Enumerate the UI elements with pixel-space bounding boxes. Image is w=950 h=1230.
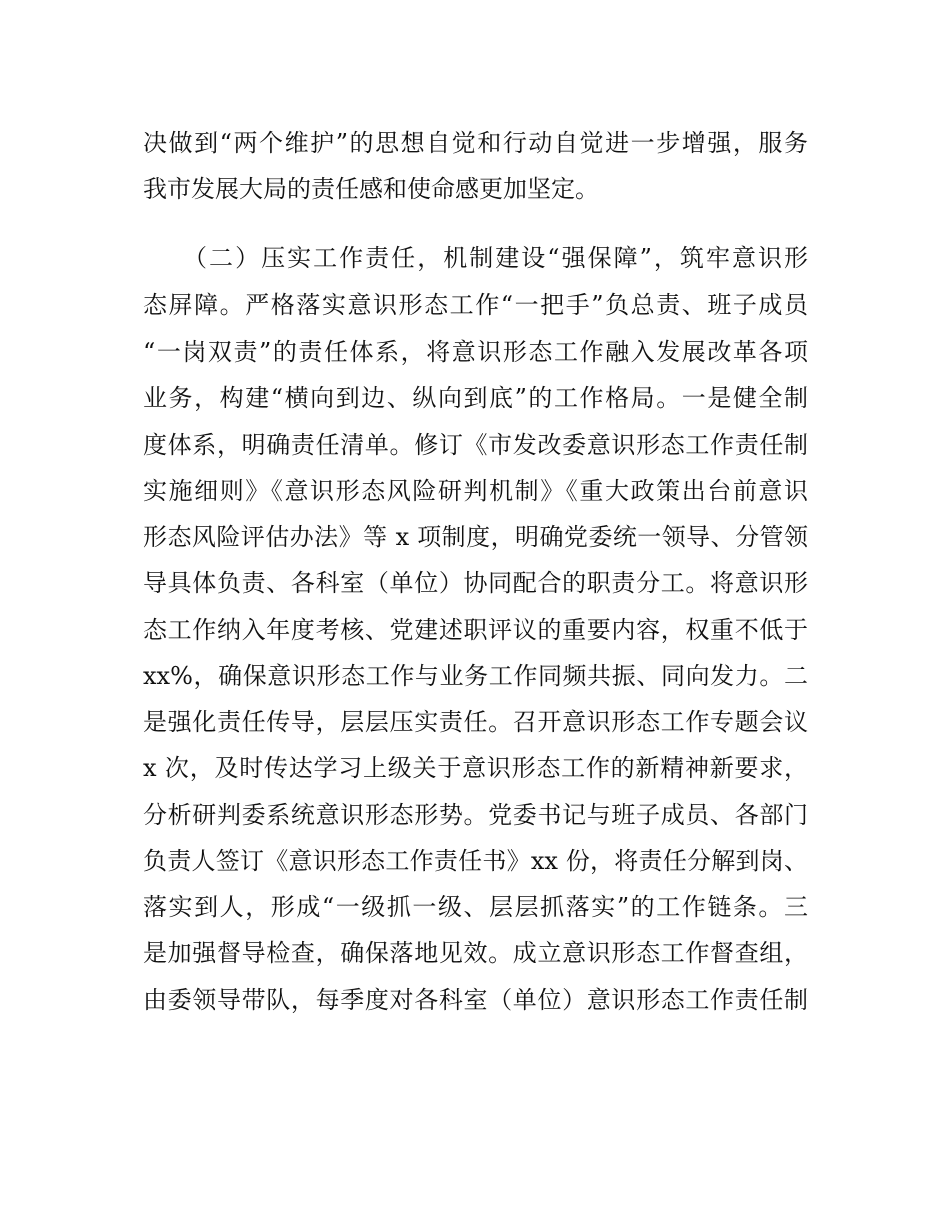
text-line: 导具体负责、各科室（单位）协同配合的职责分工。将意识形 <box>143 569 808 597</box>
text-line: 是强化责任传导，层层压实责任。召开意识形态工作专题会议 <box>143 708 808 736</box>
text-line: 由委领导带队，每季度对各科室（单位）意识形态工作责任制 <box>143 986 808 1014</box>
text-line: “一岗双责”的责任体系，将意识形态工作融入发展改革各项 <box>143 338 808 366</box>
text-line: 实施细则》《意识形态风险研判机制》《重大政策出台前意识 <box>143 477 808 505</box>
text-line: 负责人签订《意识形态工作责任书》xx 份，将责任分解到岗、 <box>143 847 808 875</box>
text-line: x 次，及时传达学习上级关于意识形态工作的新精神新要求， <box>143 754 808 782</box>
text-line: 形态风险评估办法》等 x 项制度，明确党委统一领导、分管领 <box>143 523 808 551</box>
text-line: xx%，确保意识形态工作与业务工作同频共振、同向发力。二 <box>143 662 808 690</box>
text-line: 落实到人，形成“一级抓一级、层层抓落实”的工作链条。三 <box>143 893 808 921</box>
text-line: （二）压实工作责任，机制建设“强保障”，筑牢意识形 <box>143 244 808 272</box>
text-line: 态屏障。严格落实意识形态工作“一把手”负总责、班子成员 <box>143 291 808 319</box>
text-line: 分析研判委系统意识形态形势。党委书记与班子成员、各部门 <box>143 801 808 829</box>
text-line: 业务，构建“横向到边、纵向到底”的工作格局。一是健全制 <box>143 384 808 412</box>
text-line: 态工作纳入年度考核、党建述职评议的重要内容，权重不低于 <box>143 616 808 644</box>
text-line: 我市发展大局的责任感和使命感更加坚定。 <box>143 175 599 203</box>
text-line: 是加强督导检查，确保落地见效。成立意识形态工作督查组， <box>143 939 808 967</box>
text-line: 决做到“两个维护”的思想自觉和行动自觉进一步增强，服务 <box>143 129 808 157</box>
text-line: 度体系，明确责任清单。修订《市发改委意识形态工作责任制 <box>143 431 808 459</box>
